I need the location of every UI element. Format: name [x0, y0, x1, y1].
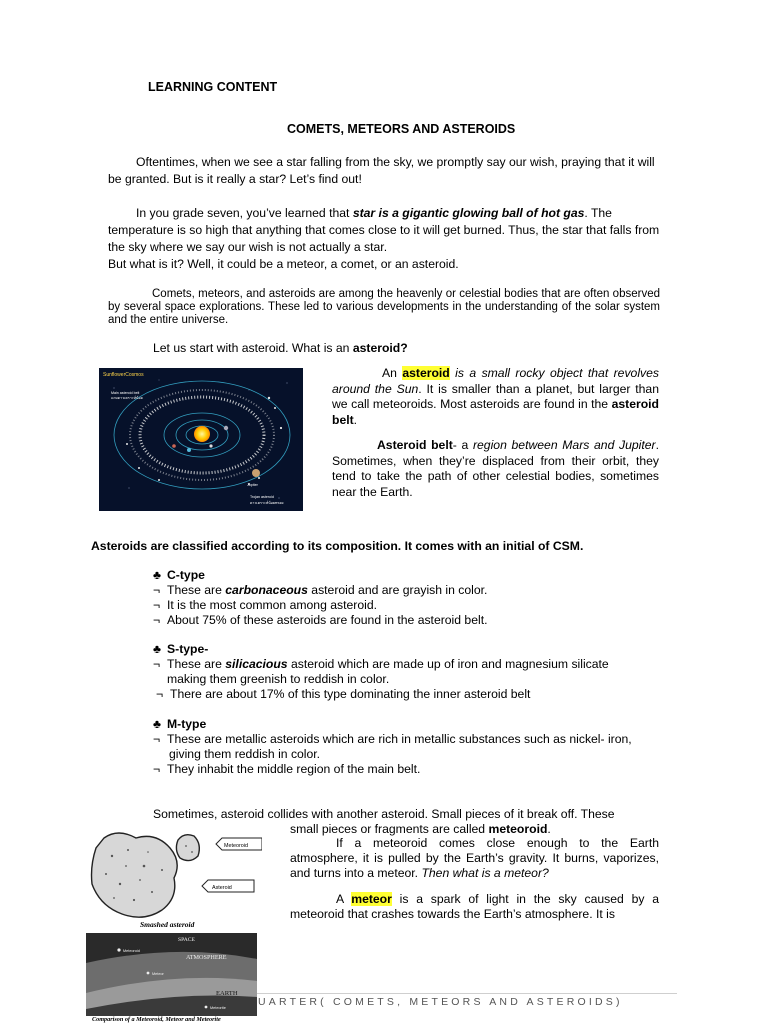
smashed-asteroid-diagram — [82, 826, 262, 932]
meteor-comparison-figure — [86, 933, 257, 1016]
atmosphere-label: ATMOSPHERE — [186, 954, 227, 961]
earth-label: EARTH — [216, 990, 238, 997]
footer-divider — [257, 993, 677, 994]
club-bullet-icon: ♣ — [153, 642, 161, 656]
club-bullet-icon: ♣ — [153, 717, 161, 731]
smashed-asteroid-caption: Smashed asteroid — [140, 920, 195, 929]
meteorite-label: Meteorite — [210, 1006, 226, 1010]
bullet-icon: ¬ — [153, 657, 161, 671]
club-bullet-icon: ♣ — [153, 568, 161, 582]
section-heading: LEARNING CONTENT — [148, 80, 278, 94]
star-paragraph: In you grade seven, you’ve learned that star is a gigantic glowing ball of hot gas. The temperature is so high that anything that comes close to it will get burned. Thus, the star that falls from the sky where we say our wish is not actually a star. But what is it? Well, it could be a meteor, a comet, or an asteroid. — [108, 206, 660, 271]
bullet-icon: ¬ — [153, 613, 161, 627]
meteor-definition: A meteor is a spark of light in the sky caused by a meteoroid that crashes towards the Earth’s atmosphere. It is — [290, 892, 659, 921]
bullet-icon: ¬ — [153, 762, 161, 776]
c-type-section: ♣ C-type ¬ These are carbonaceous asteroid and are grayish in color. ¬ It is the most common among asteroid. ¬ About 75% of these asteroids are found in the asteroid belt. — [153, 568, 488, 627]
main-belt-label: Main asteroid belt — [111, 391, 140, 395]
asteroid-arrow-label: Asteroid — [212, 885, 232, 891]
main-belt-thai-label: แถบดาวเคราะห์น้อย — [111, 396, 143, 400]
asteroid-question: Let us start with asteroid. What is an asteroid? — [153, 341, 408, 355]
m-type-section: ♣ M-type ¬ These are metallic asteroids which are rich in metallic substances such as nickel- iron, giving them reddish in color. ¬ They inhabit the middle region of the main belt. — [153, 717, 632, 776]
intro-paragraph: Oftentimes, when we see a star falling from the sky, we promptly say our wish, praying that it will be granted. But is it really a star? Let’s find out! — [108, 155, 655, 186]
trojan-thai-label: ดาวเคราะห์น้อยทรอย — [250, 501, 284, 505]
bullet-icon: ¬ — [153, 732, 161, 746]
collision-line-1: Sometimes, asteroid collides with another asteroid. Small pieces of it break off. These — [153, 807, 615, 821]
collision-line-2: small pieces or fragments are called meteoroid. — [290, 822, 551, 836]
space-label: SPACE — [178, 937, 195, 943]
asteroid-belt-definition: Asteroid belt- a region between Mars and Jupiter. Sometimes, when they’re displaced from their orbit, they tend to take the path of other celestial bodies, sometimes near the Earth. — [332, 438, 660, 499]
meteor-comparison-diagram — [86, 933, 257, 1016]
meteor-comparison-caption: Comparison of a Meteoroid, Meteor and Meteorite — [92, 1016, 221, 1023]
jupiter-label: Jupiter — [247, 483, 258, 487]
footer-text: UARTER( COMETS, METEORS AND ASTEROIDS) — [258, 996, 623, 1008]
brand-label: SunflowerCosmos — [103, 372, 144, 378]
asteroid-belt-diagram — [99, 368, 303, 511]
meteoroid-arrow-label: Meteoroid — [224, 843, 248, 849]
celestial-paragraph: Comets, meteors, and asteroids are among the heavenly or celestial bodies that are often observed by several space explorations. These led to various developments in the understanding of the solar system and the entire universe. — [108, 288, 660, 326]
page-title: COMETS, METEORS AND ASTEROIDS — [287, 122, 516, 136]
classification-heading: Asteroids are classified according to its composition. It comes with an initial of CSM. — [91, 539, 584, 553]
asteroid-definition: An asteroid is a small rocky object that revolves around the Sun. It is smaller than a planet, but larger than we call meteoroids. Most asteroids are found in the asteroid belt. — [332, 366, 659, 427]
smashed-asteroid-figure — [82, 826, 262, 932]
meteoroid-paragraph: If a meteoroid comes close enough to the Earth atmosphere, it is pulled by the Earth’s gravity. It burns, vaporizes, and turns into a meteor. Then what is a meteor? — [290, 836, 659, 880]
meteoroid-label: Meteoroid — [123, 949, 140, 953]
s-type-section: ♣ S-type- ¬ These are silicacious asteroid which are made up of iron and magnesium silicate making them greenish to reddish in color. ¬ There are about 17% of this type dominating the inner asteroid belt — [153, 642, 609, 701]
trojan-label: Trojan asteroid — [250, 495, 274, 499]
bullet-icon: ¬ — [156, 687, 164, 701]
bullet-icon: ¬ — [153, 598, 161, 612]
meteor-label: Meteor — [152, 972, 164, 976]
bullet-icon: ¬ — [153, 583, 161, 597]
asteroid-belt-figure — [99, 368, 303, 511]
